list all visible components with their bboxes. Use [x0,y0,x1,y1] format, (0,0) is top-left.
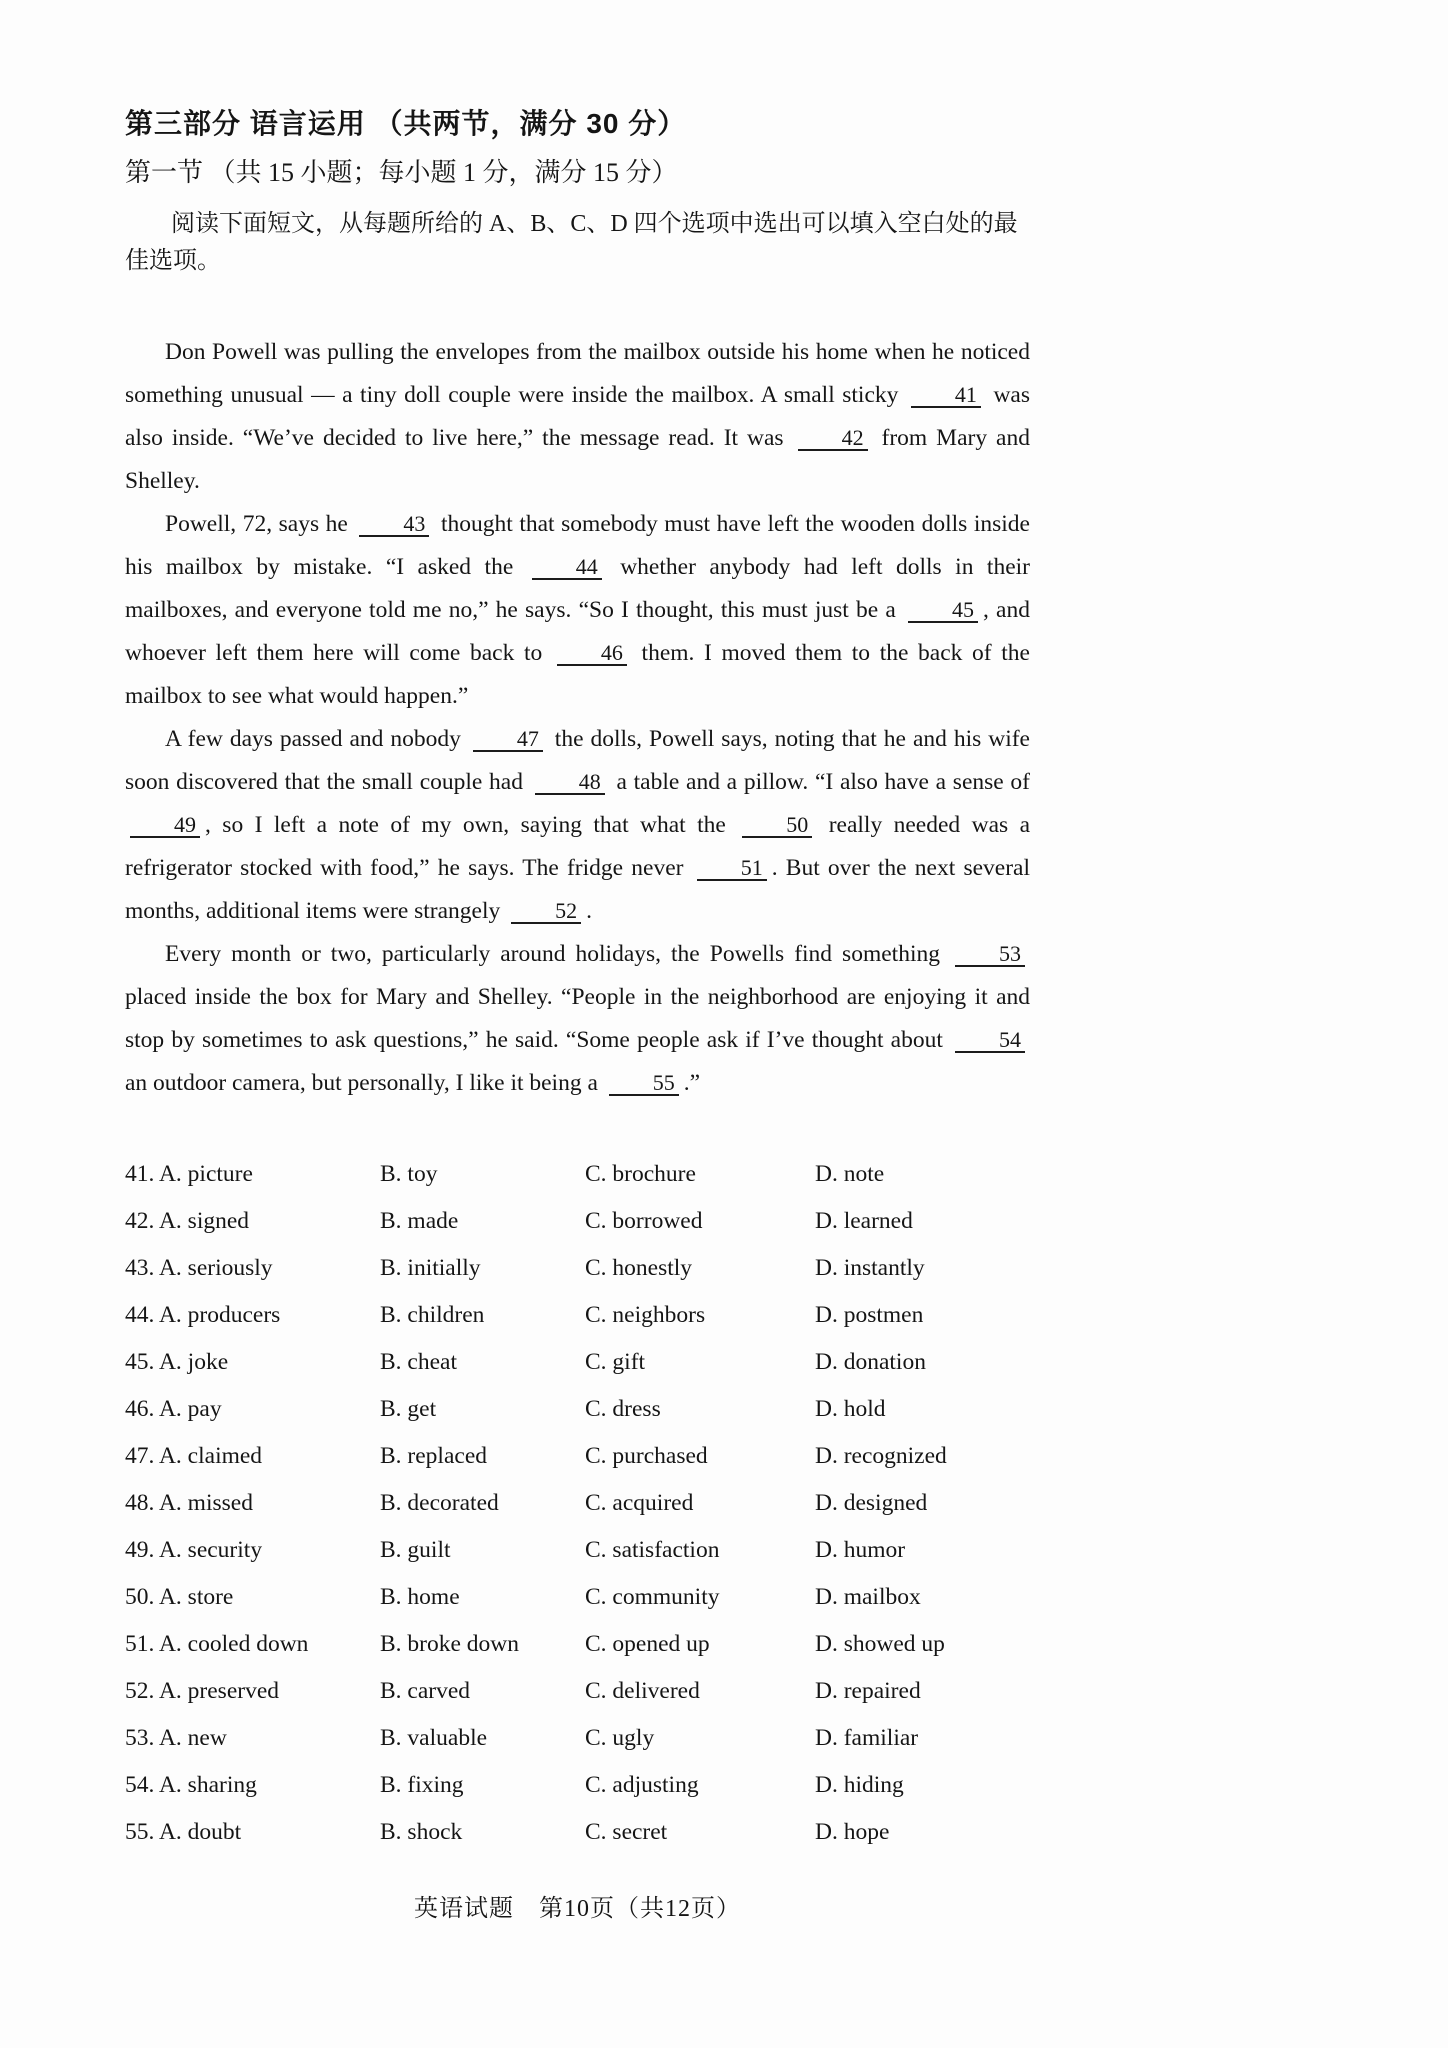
blank-50: 50 [742,813,812,838]
passage-paragraph: Don Powell was pulling the envelopes from the mailbox outside his home when he noticed something unusual — a tiny doll couple were inside the mailbox. A small sticky 41 was also inside. “We’ve decided to live here,” the message read. It was 42 from Mary and Shelley. [125,338,1030,494]
option-55-C: C. secret [585,1818,668,1845]
option-53-A: 53. A. new [125,1724,227,1751]
option-53-D: D. familiar [815,1724,919,1751]
option-row-55 [125,1809,1030,1856]
option-48-D: D. designed [815,1489,928,1516]
blank-48: 48 [535,770,605,795]
option-45-D: D. donation [815,1348,926,1375]
passage-paragraph: Every month or two, particularly around holidays, the Powells find something 53 placed inside the box for Mary and Shelley. “People in the neighborhood are enjoying it and stop by sometimes to ask questions,” he said. “Some people ask if I’ve thought about 54 an outdoor camera, but personally, I like it being a 55 .” [125,940,1030,1096]
cloze-passage [125,331,1030,1105]
option-row-49 [125,1527,1030,1574]
option-41-B: B. toy [380,1160,438,1187]
option-52-A: 52. A. preserved [125,1677,280,1704]
option-54-A: 54. A. sharing [125,1771,257,1798]
part-heading: 第三部分 语言运用 （共两节，满分 30 分） [125,108,687,139]
option-47-C: C. purchased [585,1442,708,1469]
option-row-53 [125,1715,1030,1762]
option-53-B: B. valuable [380,1724,488,1751]
option-54-D: D. hiding [815,1771,904,1798]
option-43-B: B. initially [380,1254,481,1281]
option-44-A: 44. A. producers [125,1301,281,1328]
blank-55: 55 [609,1071,679,1096]
option-44-B: B. children [380,1301,485,1328]
option-row-46 [125,1386,1030,1433]
blank-45: 45 [908,598,978,623]
section-heading: 第一节 （共 15 小题；每小题 1 分，满分 15 分） [125,158,678,188]
option-row-52 [125,1668,1030,1715]
passage-paragraph: A few days passed and nobody 47 the dolls, Powell says, noting that he and his wife soon discovered that the small couple had 48 a table and a pillow. “I also have a sense of 49 , so I left a note of my own, saying that what the 50 really needed was a refrigerator stocked with food,” he says. The fridge never 51 . But over the next several months, additional items were strangely 52 . [125,725,1031,924]
blank-49: 49 [130,813,200,838]
option-row-41 [125,1151,1030,1198]
option-49-D: D. humor [815,1536,906,1563]
option-41-C: C. brochure [585,1160,696,1187]
page-footer: 英语试题 第10页（共12页） [414,1896,741,1922]
option-41-A: 41. A. picture [125,1160,253,1187]
option-42-D: D. learned [815,1207,913,1234]
option-52-C: C. delivered [585,1677,700,1704]
option-row-45 [125,1339,1030,1386]
option-42-C: C. borrowed [585,1207,703,1234]
option-49-A: 49. A. security [125,1536,263,1563]
option-44-D: D. postmen [815,1301,924,1328]
option-row-51 [125,1621,1030,1668]
instruction-text: 阅读下面短文，从每题所给的 A、B、C、D 四个选项中选出可以填入空白处的最佳选项。 [125,211,1018,275]
option-49-C: C. satisfaction [585,1536,720,1563]
blank-46: 46 [557,641,627,666]
option-row-44 [125,1292,1030,1339]
option-48-C: C. acquired [585,1489,694,1516]
option-42-A: 42. A. signed [125,1207,250,1234]
option-46-D: D. hold [815,1395,886,1422]
blank-41: 41 [911,383,981,408]
blank-43: 43 [359,512,429,537]
blank-42: 42 [798,426,868,451]
option-52-D: D. repaired [815,1677,921,1704]
option-51-A: 51. A. cooled down [125,1630,309,1657]
option-46-B: B. get [380,1395,437,1422]
option-50-B: B. home [380,1583,460,1610]
option-54-C: C. adjusting [585,1771,699,1798]
option-45-C: C. gift [585,1348,646,1375]
option-55-D: D. hope [815,1818,890,1845]
option-47-D: D. recognized [815,1442,947,1469]
blank-52: 52 [511,899,581,924]
option-51-D: D. showed up [815,1630,945,1657]
option-43-A: 43. A. seriously [125,1254,273,1281]
option-row-42 [125,1198,1030,1245]
option-47-B: B. replaced [380,1442,488,1469]
option-49-B: B. guilt [380,1536,451,1563]
option-row-48 [125,1480,1030,1527]
passage-paragraph: Powell, 72, says he 43 thought that somebody must have left the wooden dolls inside his mailbox by mistake. “I asked the 44 whether anybody had left dolls in their mailboxes, and everyone told me no,” he says. “So I thought, this must just be a 45 , and whoever left them here will come back to 46 them. I moved them to the back of the mailbox to see what would happen.” [125,510,1030,709]
option-42-B: B. made [380,1207,459,1234]
option-44-C: C. neighbors [585,1301,706,1328]
option-50-A: 50. A. store [125,1583,234,1610]
option-47-A: 47. A. claimed [125,1442,263,1469]
option-54-B: B. fixing [380,1771,464,1798]
option-43-C: C. honestly [585,1254,693,1281]
option-row-54 [125,1762,1030,1809]
page-content [125,104,1030,1856]
option-53-C: C. ugly [585,1724,655,1751]
option-48-B: B. decorated [380,1489,499,1516]
option-51-C: C. opened up [585,1630,710,1657]
option-48-A: 48. A. missed [125,1489,253,1516]
option-43-D: D. instantly [815,1254,925,1281]
option-52-B: B. carved [380,1677,471,1704]
option-46-C: C. dress [585,1395,661,1422]
option-50-C: C. community [585,1583,720,1610]
options-table [125,1151,1030,1856]
blank-47: 47 [473,727,543,752]
option-45-A: 45. A. joke [125,1348,229,1375]
blank-51: 51 [697,856,767,881]
option-51-B: B. broke down [380,1630,520,1657]
option-46-A: 46. A. pay [125,1395,222,1422]
option-50-D: D. mailbox [815,1583,921,1610]
blank-54: 54 [955,1028,1025,1053]
option-55-B: B. shock [380,1818,463,1845]
blank-53: 53 [955,942,1025,967]
option-row-43 [125,1245,1030,1292]
option-row-47 [125,1433,1030,1480]
option-55-A: 55. A. doubt [125,1818,242,1845]
option-41-D: D. note [815,1160,885,1187]
blank-44: 44 [532,555,602,580]
option-row-50 [125,1574,1030,1621]
option-45-B: B. cheat [380,1348,457,1375]
